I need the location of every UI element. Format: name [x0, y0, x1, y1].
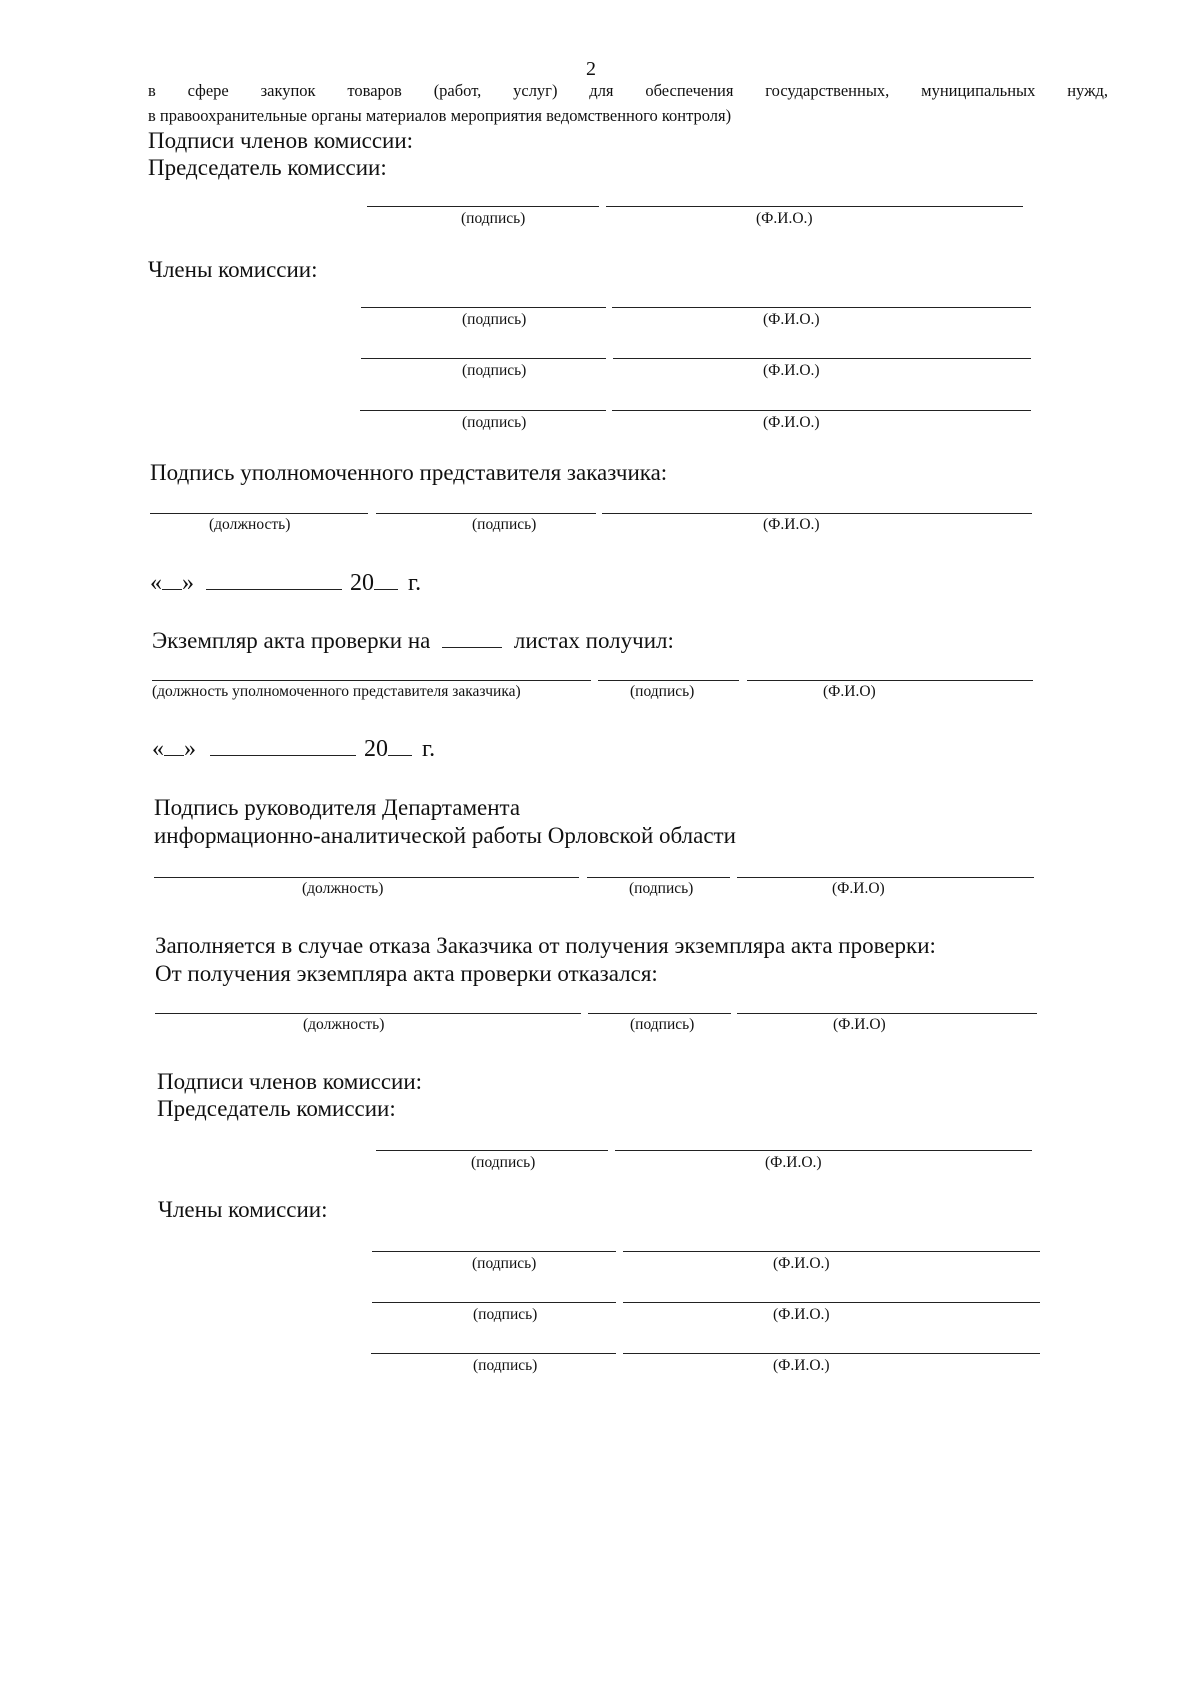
year-prefix: 20	[364, 736, 388, 762]
members-title-2: Члены комиссии:	[158, 1197, 328, 1222]
department-head-signature-line[interactable]	[587, 877, 730, 878]
copy-received-fio-line[interactable]	[747, 680, 1033, 681]
customer-rep-title: Подпись уполномоченного представителя заказчика:	[150, 460, 668, 485]
department-head-position-line[interactable]	[154, 877, 579, 878]
members-title: Члены комиссии:	[148, 257, 318, 282]
member-2-fio-line[interactable]	[613, 358, 1031, 359]
department-head-title-line-1: Подпись руководителя Департамента	[154, 795, 521, 820]
copy-received-signature-line[interactable]	[598, 680, 739, 681]
intro-line-2: в правоохранительные органы материалов мероприятия ведомственного контроля)	[148, 106, 732, 125]
month-blank[interactable]	[206, 567, 342, 590]
fio-caption: (Ф.И.О)	[833, 1016, 886, 1033]
chairman-title: Председатель комиссии:	[148, 155, 387, 180]
copy-received-line	[152, 625, 674, 656]
year-prefix: 20	[350, 570, 374, 596]
quote-close: »	[184, 736, 196, 762]
member-1-fio-line[interactable]	[612, 307, 1031, 308]
fio-caption: (Ф.И.О)	[832, 880, 885, 897]
position-caption: (должность)	[302, 880, 384, 897]
chairman-2-fio-line[interactable]	[615, 1150, 1032, 1151]
refusal-position-line[interactable]	[155, 1013, 581, 1014]
department-head-title-line-2: информационно-аналитической работы Орловской области	[154, 823, 736, 848]
fio-caption: (Ф.И.О.)	[773, 1255, 830, 1272]
member-2-signature-line[interactable]	[361, 358, 606, 359]
signature-caption: (подпись)	[472, 516, 537, 533]
intro-paragraph	[148, 78, 1108, 128]
date-line-2	[152, 733, 435, 763]
customer-rep-position-caption: (должность уполномоченного представителя заказчика)	[152, 683, 521, 700]
signature-caption: (подпись)	[630, 1016, 695, 1033]
member-1-signature-line[interactable]	[361, 307, 606, 308]
copy-received-text-after: листах получил:	[513, 628, 674, 653]
signature-caption: (подпись)	[473, 1306, 538, 1323]
signatures-title-2: Подписи членов комиссии:	[157, 1069, 423, 1094]
signature-caption: (подпись)	[462, 362, 527, 379]
refusal-signature-line[interactable]	[588, 1013, 731, 1014]
customer-rep-signature-line[interactable]	[376, 513, 596, 514]
member-2-1-fio-line[interactable]	[623, 1251, 1040, 1252]
refusal-note: Заполняется в случае отказа Заказчика от получения экземпляра акта проверки:	[155, 933, 936, 958]
signatures-title: Подписи членов комиссии:	[148, 128, 414, 153]
position-caption: (должность)	[303, 1016, 385, 1033]
member-2-2-fio-line[interactable]	[623, 1302, 1040, 1303]
day-blank[interactable]	[164, 733, 184, 756]
fio-caption: (Ф.И.О.)	[763, 414, 820, 431]
copy-received-position-line[interactable]	[152, 680, 591, 681]
signature-caption: (подпись)	[630, 683, 695, 700]
refusal-fio-line[interactable]	[737, 1013, 1037, 1014]
sheets-count-blank[interactable]	[442, 625, 502, 648]
year-blank[interactable]	[388, 733, 412, 756]
signature-caption: (подпись)	[629, 880, 694, 897]
signature-caption: (подпись)	[472, 1255, 537, 1272]
signature-caption: (подпись)	[471, 1154, 536, 1171]
customer-rep-position-line[interactable]	[150, 513, 368, 514]
chairman-signature-line[interactable]	[367, 206, 599, 207]
chairman-title-2: Председатель комиссии:	[157, 1096, 396, 1121]
page-number: 2	[586, 58, 596, 80]
year-suffix: г.	[422, 736, 436, 762]
year-suffix: г.	[408, 570, 422, 596]
position-caption: (должность)	[209, 516, 291, 533]
fio-caption: (Ф.И.О.)	[763, 311, 820, 328]
signature-caption: (подпись)	[462, 414, 527, 431]
member-2-1-signature-line[interactable]	[372, 1251, 616, 1252]
fio-caption: (Ф.И.О.)	[756, 210, 813, 227]
member-2-3-signature-line[interactable]	[371, 1353, 616, 1354]
year-blank[interactable]	[374, 567, 398, 590]
quote-open: «	[150, 570, 162, 596]
signature-caption: (подпись)	[462, 311, 527, 328]
member-2-2-signature-line[interactable]	[372, 1302, 616, 1303]
department-head-fio-line[interactable]	[737, 877, 1034, 878]
copy-received-text-before: Экземпляр акта проверки на	[152, 628, 431, 653]
intro-line-1: в сфере закупок товаров (работ, услуг) для обеспечения государственных, муниципальных нужд,	[148, 81, 1108, 100]
month-blank[interactable]	[210, 733, 356, 756]
chairman-2-signature-line[interactable]	[376, 1150, 608, 1151]
fio-caption: (Ф.И.О.)	[763, 362, 820, 379]
quote-open: «	[152, 736, 164, 762]
fio-caption: (Ф.И.О)	[823, 683, 876, 700]
signature-caption: (подпись)	[461, 210, 526, 227]
fio-caption: (Ф.И.О.)	[773, 1306, 830, 1323]
refusal-title: От получения экземпляра акта проверки отказался:	[155, 961, 658, 986]
day-blank[interactable]	[162, 567, 182, 590]
fio-caption: (Ф.И.О.)	[773, 1357, 830, 1374]
date-line-1	[150, 567, 421, 597]
member-2-3-fio-line[interactable]	[623, 1353, 1040, 1354]
fio-caption: (Ф.И.О.)	[765, 1154, 822, 1171]
fio-caption: (Ф.И.О.)	[763, 516, 820, 533]
customer-rep-fio-line[interactable]	[602, 513, 1032, 514]
chairman-fio-line[interactable]	[606, 206, 1023, 207]
quote-close: »	[182, 570, 194, 596]
member-3-signature-line[interactable]	[360, 410, 606, 411]
signature-caption: (подпись)	[473, 1357, 538, 1374]
member-3-fio-line[interactable]	[612, 410, 1031, 411]
